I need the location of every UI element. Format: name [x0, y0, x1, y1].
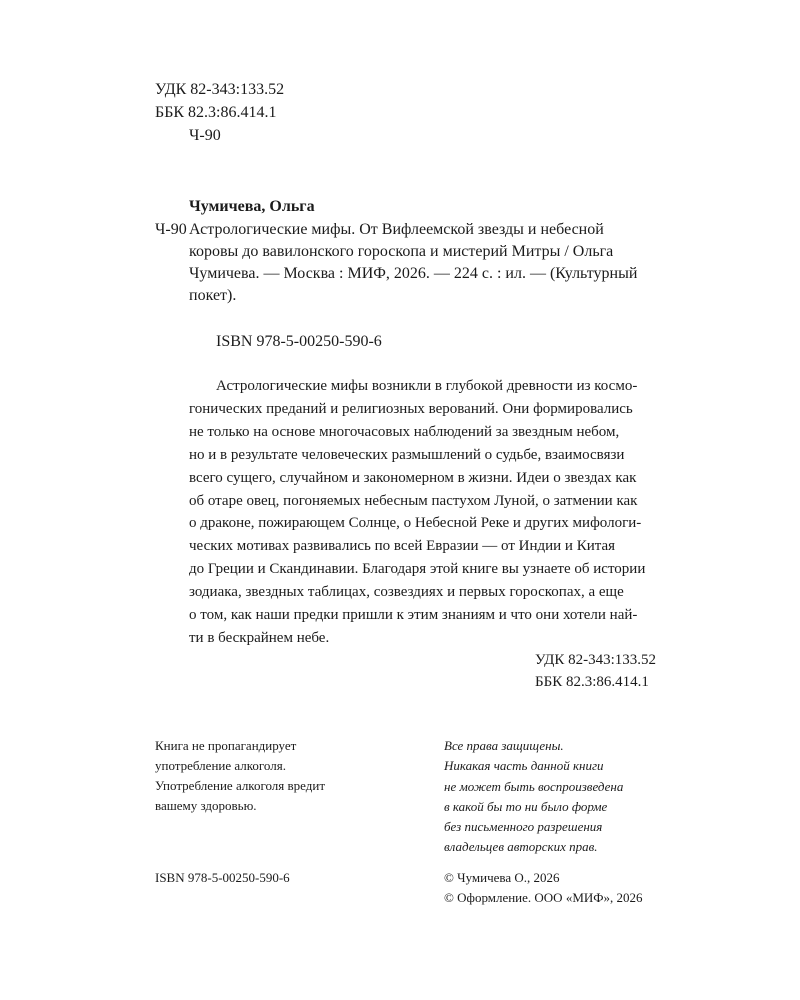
copyright-notice	[444, 868, 643, 908]
udk-header: УДК 82-343:133.52	[155, 81, 285, 98]
copyright-line: © Оформление. ООО «МИФ», 2026	[444, 890, 643, 905]
annotation-line: всего сущего, случайном и закономерном в жизни. Идеи о звездах как	[189, 469, 637, 486]
author-mark-header: Ч-90	[189, 127, 221, 144]
copyright-line: © Чумичева О., 2026	[444, 870, 560, 885]
annotation-line: зодиака, звездных таблицах, созвездиях и первых гороскопах, а еще	[189, 584, 624, 601]
rights-line: не может быть воспроизведена	[444, 778, 624, 794]
author-heading: Чумичева, Ольга	[189, 198, 315, 215]
annotation-line: гонических преданий и религиозных верований. Они формировались	[189, 400, 633, 417]
warning-line: Книга не пропагандирует	[155, 738, 297, 753]
bbk-header: ББК 82.3:86.414.1	[155, 104, 277, 121]
annotation-line: о драконе, пожирающем Солнце, о Небесной Реке и других мифологи-	[189, 515, 642, 532]
annotation-line: ческих мотивах развивались по всей Евразии — от Индии и Китая	[189, 538, 616, 555]
annotation-line: до Греции и Скандинавии. Благодаря этой книге вы узнаете об истории	[189, 561, 646, 578]
rights-line: Все права защищены.	[444, 738, 564, 753]
rights-line: Никакая часть данной книги	[444, 758, 604, 774]
description-line: покет).	[189, 287, 237, 304]
alcohol-warning	[155, 736, 325, 816]
annotation-line: об отаре овец, погоняемых небесным пастухом Луной, о затмении как	[189, 492, 638, 509]
author-mark-entry: Ч-90	[155, 221, 187, 238]
annotation-line: не только на основе многочасовых наблюдений за звездным небом,	[189, 423, 620, 440]
warning-line: вашему здоровью.	[155, 798, 257, 813]
annotation-line: Астрологические мифы возникли в глубокой древности из космо-	[216, 378, 638, 394]
isbn-footer: ISBN 978-5-00250-590-6	[155, 870, 290, 885]
udk-footer: УДК 82-343:133.52	[535, 652, 657, 668]
rights-notice	[444, 736, 623, 858]
description-line: коровы до вавилонского гороскопа и мистерий Митры / Ольга	[189, 243, 614, 260]
description-line: Чумичева. — Москва : МИФ, 2026. — 224 с. : ил. — (Культурный	[189, 265, 638, 282]
rights-line: владельцев авторских прав.	[444, 839, 598, 855]
annotation	[189, 375, 653, 650]
isbn-entry: ISBN 978-5-00250-590-6	[216, 333, 382, 350]
annotation-line: ти в бескрайнем небе.	[189, 629, 330, 646]
bibliographic-description	[189, 219, 669, 307]
bbk-footer: ББК 82.3:86.414.1	[535, 674, 649, 690]
annotation-line: о том, как наши предки пришли к этим знаниям и что они хотели най-	[189, 607, 638, 624]
warning-line: употребление алкоголя.	[155, 758, 286, 773]
description-line: Астрологические мифы. От Вифлеемской звезды и небесной	[189, 221, 604, 238]
warning-line: Употребление алкоголя вредит	[155, 778, 326, 793]
rights-line: в какой бы то ни было форме	[444, 798, 608, 814]
annotation-line: но и в результате человеческих размышлений о судьбе, взаимосвязи	[189, 446, 625, 463]
rights-line: без письменного разрешения	[444, 819, 603, 835]
